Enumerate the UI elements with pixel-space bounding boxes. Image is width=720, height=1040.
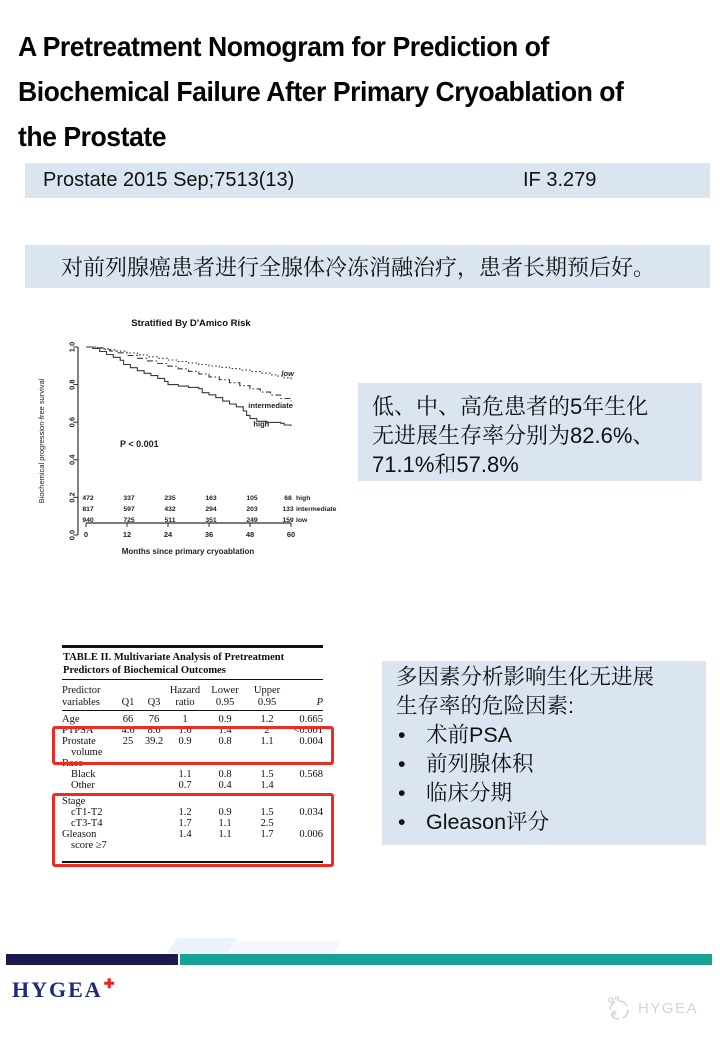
bullet-text: 临床分期 <box>426 781 513 805</box>
svg-text:0: 0 <box>83 530 89 539</box>
svg-text:12: 12 <box>122 530 132 539</box>
km-chart-title: Stratified By D'Amico Risk <box>131 318 251 329</box>
table-rule <box>62 679 323 680</box>
analysis-box <box>382 661 706 845</box>
table-row: Other 0.7 0.4 1.4 <box>71 780 274 791</box>
bullet-text: 前列腺体积 <box>426 752 534 776</box>
bullet-icon: • <box>398 810 406 834</box>
svg-text:24: 24 <box>163 530 173 539</box>
table-row: cT1-T2 1.2 0.9 1.5 0.034 <box>71 807 323 818</box>
journal-citation: Prostate 2015 Sep;7513(13) <box>43 169 295 191</box>
svg-text:36: 36 <box>204 530 214 539</box>
title-line-2: Biochemical Failure After Primary Cryoablation of <box>18 76 624 107</box>
table-row: PTPSA 4.6 8.6 1.6 1.4 2 <0.001 <box>62 725 323 736</box>
bullet-icon: • <box>398 781 406 805</box>
svg-text:351: 351 <box>205 517 217 524</box>
analysis-heading-line-1: 多因素分析影响生化无进展 <box>396 665 655 689</box>
km-chart-svg <box>28 308 358 573</box>
svg-text:597: 597 <box>123 506 135 513</box>
table-row: Race <box>62 758 83 769</box>
svg-text:105: 105 <box>246 495 258 502</box>
table-row: Prostate 25 39.2 0.9 0.8 1.1 0.004 <box>62 736 323 747</box>
table-row: Stage <box>62 796 86 807</box>
summary-banner <box>25 245 710 288</box>
km-curve-label-intermediate: intermediate <box>248 400 293 410</box>
svg-text:intermediate: intermediate <box>296 506 337 513</box>
svg-text:159: 159 <box>282 517 294 524</box>
hygea-logo <box>12 976 115 1003</box>
bullet-icon: • <box>398 723 406 747</box>
svg-text:203: 203 <box>246 506 258 513</box>
km-p-value: P < 0.001 <box>120 439 159 449</box>
bullet-item <box>396 750 706 779</box>
table-title <box>63 651 325 677</box>
km-curve-label-high: high <box>253 419 270 429</box>
svg-text:940: 940 <box>82 517 94 524</box>
svg-text:60: 60 <box>286 530 296 539</box>
table-top-rule <box>62 645 323 648</box>
table-header-cell: Q1 <box>121 697 135 708</box>
logo-text: HYGEA <box>12 977 103 1002</box>
svg-text:725: 725 <box>123 517 135 524</box>
bullet-item <box>396 808 706 837</box>
svg-text:163: 163 <box>205 495 217 502</box>
slide-title <box>18 24 683 159</box>
svg-text:0.6: 0.6 <box>67 416 77 428</box>
svg-text:817: 817 <box>82 506 94 513</box>
bullet-item <box>396 721 706 750</box>
km-caption-line-1: 低、中、高危患者的5年生化 <box>372 394 649 419</box>
svg-text:48: 48 <box>245 530 255 539</box>
svg-text:0.8: 0.8 <box>67 379 77 390</box>
table-row: volume <box>71 747 103 758</box>
bullet-text: 术前PSA <box>426 723 513 747</box>
table-column-headers <box>62 683 323 709</box>
bullet-icon: • <box>398 752 406 776</box>
svg-text:0.2: 0.2 <box>67 492 77 503</box>
km-x-label: Months since primary cryoablation <box>121 547 255 556</box>
svg-text:68: 68 <box>284 495 292 502</box>
impact-factor: IF 3.279 <box>523 169 597 191</box>
svg-text:249: 249 <box>246 517 258 524</box>
km-curve-high <box>86 347 291 429</box>
citation-banner <box>25 163 710 198</box>
table-title-line-1: TABLE II. Multivariate Analysis of Pretreatment <box>63 652 285 663</box>
footer-bar-teal <box>180 954 712 965</box>
table-row: score ≥7 <box>71 840 107 851</box>
svg-text:511: 511 <box>164 517 176 524</box>
table-header-cell: P <box>316 697 323 708</box>
svg-text:high: high <box>296 495 311 502</box>
svg-text:133: 133 <box>282 506 294 513</box>
svg-text:294: 294 <box>205 506 217 513</box>
red-cross-icon: ✚ <box>103 976 115 991</box>
table-title-line-2: Predictors of Biochemical Outcomes <box>63 665 226 676</box>
watermark-text: HYGEA <box>638 999 699 1017</box>
table-row: Black 1.1 0.8 1.5 0.568 <box>71 769 323 780</box>
footer-bar-navy <box>6 954 178 965</box>
svg-text:low: low <box>296 517 308 524</box>
km-curve-low <box>86 347 291 380</box>
svg-text:0.0: 0.0 <box>67 529 77 541</box>
svg-text:432: 432 <box>164 506 176 513</box>
svg-text:337: 337 <box>123 495 135 502</box>
table-header-cell: Hazard ratio <box>169 685 201 708</box>
km-caption-line-3: 71.1%和57.8% <box>372 452 519 477</box>
table-rule <box>62 710 323 711</box>
km-curve-intermediate <box>86 347 291 401</box>
km-curve-label-low: low <box>281 369 294 379</box>
highlight-box-stage-gleason <box>52 793 334 867</box>
km-caption-box <box>358 383 702 481</box>
watermark-logo-icon <box>604 994 632 1022</box>
bullet-text: Gleason评分 <box>426 810 550 834</box>
table-header-cell: Upper 0.95 <box>253 685 281 708</box>
bullet-item <box>396 779 706 808</box>
table-row: Age 66 76 1 0.9 1.2 0.665 <box>62 714 323 725</box>
highlight-box-psa-volume <box>52 726 334 765</box>
watermark <box>604 994 698 1022</box>
svg-text:472: 472 <box>82 495 94 502</box>
title-line-3: the Prostate <box>18 121 167 152</box>
footer-deco-shape <box>214 941 342 953</box>
km-survival-figure <box>28 308 358 573</box>
table-header-cell: Lower 0.95 <box>211 685 239 708</box>
km-y-label: Biochemical progression-free survival <box>37 378 46 504</box>
svg-text:235: 235 <box>164 495 176 502</box>
table-header-cell: Q3 <box>147 697 161 708</box>
title-line-1: A Pretreatment Nomogram for Prediction of <box>18 31 549 62</box>
summary-text: 对前列腺癌患者进行全腺体冷冻消融治疗，患者长期预后好。 <box>61 255 656 280</box>
svg-text:1.0: 1.0 <box>67 341 77 353</box>
table-row: Gleason 1.4 1.1 1.7 0.006 <box>62 829 323 840</box>
table-row: cT3-T4 1.7 1.1 2.5 <box>71 818 274 829</box>
analysis-heading-line-2: 生存率的危险因素: <box>396 694 574 718</box>
svg-text:0.4: 0.4 <box>67 454 77 466</box>
table-header-cell: Predictor variables <box>62 685 101 708</box>
km-caption-line-2: 无进展生存率分别为82.6%、 <box>372 423 655 448</box>
